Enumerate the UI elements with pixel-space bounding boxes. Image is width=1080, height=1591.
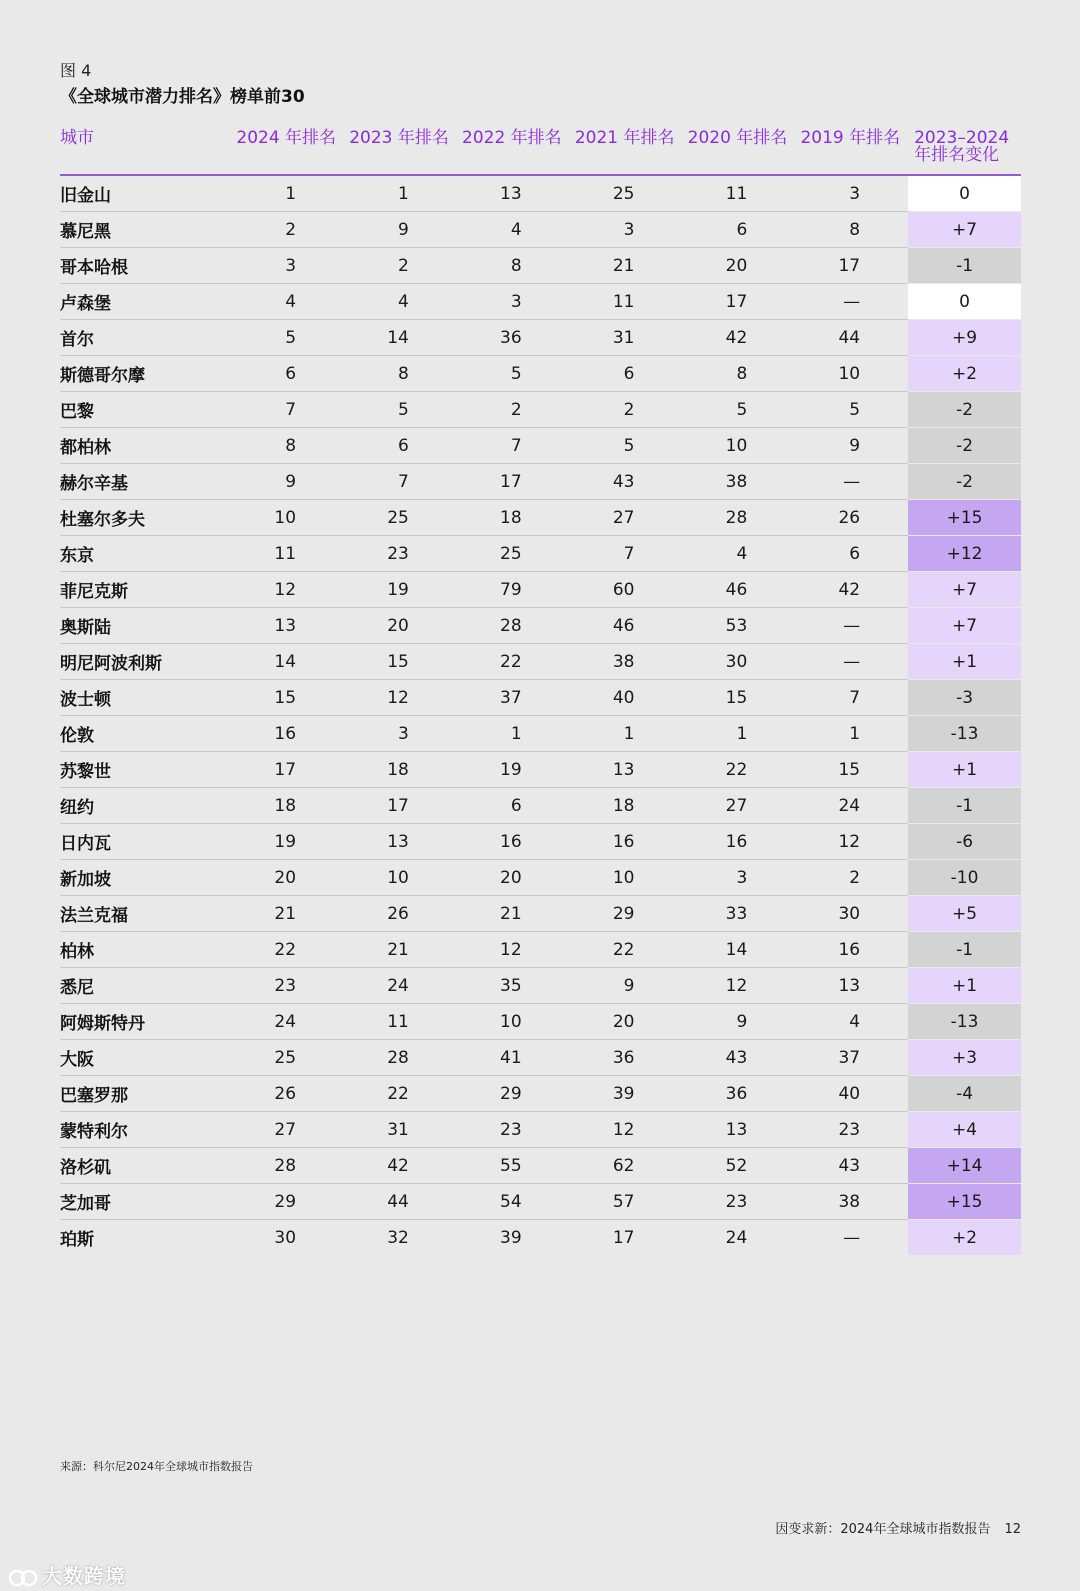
table-row — [60, 572, 1021, 608]
rank-value: 4 — [795, 1004, 908, 1040]
rank-value: 11 — [682, 175, 795, 212]
rank-value: 19 — [231, 824, 344, 860]
rank-value: — — [795, 464, 908, 500]
rank-value: 12 — [570, 1112, 683, 1148]
rank-value: 62 — [570, 1148, 683, 1184]
rank-value: 18 — [457, 500, 570, 536]
page-number: 12 — [1004, 1522, 1021, 1537]
rank-change: +4 — [908, 1112, 1021, 1148]
rank-value: 1 — [344, 175, 457, 212]
rank-value: 4 — [682, 536, 795, 572]
rank-value: 3 — [231, 248, 344, 284]
table-row — [60, 1076, 1021, 1112]
header-2023: 2023 年排名 — [344, 130, 457, 175]
rank-value: 5 — [231, 320, 344, 356]
rank-value: 5 — [570, 428, 683, 464]
rank-value: 13 — [682, 1112, 795, 1148]
watermark-logo-icon — [8, 1568, 38, 1588]
city-name: 伦敦 — [60, 716, 231, 752]
rank-value: 27 — [682, 788, 795, 824]
table-row — [60, 284, 1021, 320]
city-name: 东京 — [60, 536, 231, 572]
city-name: 明尼阿波利斯 — [60, 644, 231, 680]
rank-value: 31 — [570, 320, 683, 356]
table-row — [60, 500, 1021, 536]
rank-value: 2 — [457, 392, 570, 428]
rank-value: 17 — [457, 464, 570, 500]
rank-value: 8 — [682, 356, 795, 392]
rank-value: 7 — [457, 428, 570, 464]
rank-value: 3 — [457, 284, 570, 320]
rank-value: 79 — [457, 572, 570, 608]
city-name: 法兰克福 — [60, 896, 231, 932]
city-name: 巴黎 — [60, 392, 231, 428]
rank-value: 21 — [570, 248, 683, 284]
table-row — [60, 788, 1021, 824]
rank-value: 22 — [344, 1076, 457, 1112]
city-name: 巴塞罗那 — [60, 1076, 231, 1112]
rank-value: 20 — [457, 860, 570, 896]
rank-value: 2 — [231, 212, 344, 248]
rank-value: 11 — [570, 284, 683, 320]
rank-value: 25 — [231, 1040, 344, 1076]
table-row — [60, 175, 1021, 212]
rank-value: 9 — [795, 428, 908, 464]
rank-value: 17 — [612, 1227, 635, 1248]
rank-value: 1 — [682, 716, 795, 752]
rank-value: 11 — [344, 1004, 457, 1040]
rank-value: 3 — [682, 860, 795, 896]
rank-value: 16 — [682, 824, 795, 860]
rank-value: 43 — [795, 1148, 908, 1184]
rank-change: -2 — [908, 428, 1021, 464]
rank-value: 21 — [457, 896, 570, 932]
rank-change: +1 — [908, 968, 1021, 1004]
rank-value: 55 — [457, 1148, 570, 1184]
table-row — [60, 752, 1021, 788]
city-name: 苏黎世 — [60, 752, 231, 788]
rank-change: +5 — [908, 896, 1021, 932]
rank-value: 5 — [795, 392, 908, 428]
rank-change: -4 — [908, 1076, 1021, 1112]
rank-value: 24 — [725, 1227, 748, 1248]
rank-value: 25 — [457, 536, 570, 572]
table-row — [60, 536, 1021, 572]
rank-value: 30 — [795, 896, 908, 932]
rank-value: 20 — [344, 608, 457, 644]
rank-value: 10 — [457, 1004, 570, 1040]
rank-value: 40 — [570, 680, 683, 716]
city-name: 日内瓦 — [60, 824, 231, 860]
rank-value: 6 — [457, 788, 570, 824]
table-row — [60, 320, 1021, 356]
rank-value: 22 — [682, 752, 795, 788]
rank-value: 4 — [231, 284, 344, 320]
rank-change: -6 — [908, 824, 1021, 860]
header-2021: 2021 年排名 — [570, 130, 683, 175]
watermark-text: 大数跨境 — [42, 1564, 126, 1588]
rank-value: 9 — [682, 1004, 795, 1040]
table-row — [60, 1184, 1021, 1220]
rank-value: 1 — [570, 716, 683, 752]
rank-value: 13 — [570, 752, 683, 788]
rank-value: 44 — [795, 320, 908, 356]
table-row — [60, 428, 1021, 464]
table-row — [60, 608, 1021, 644]
rank-value: 7 — [231, 392, 344, 428]
rank-value: 13 — [231, 608, 344, 644]
rank-change: -13 — [908, 1004, 1021, 1040]
rank-value: 38 — [795, 1184, 908, 1220]
rank-value: 12 — [457, 932, 570, 968]
rank-value: 16 — [570, 824, 683, 860]
rank-value: 12 — [231, 572, 344, 608]
rank-value: 10 — [570, 860, 683, 896]
rank-value: 5 — [457, 356, 570, 392]
city-name: 阿姆斯特丹 — [60, 1004, 231, 1040]
rank-value: 39 — [570, 1076, 683, 1112]
rank-value: 14 — [682, 932, 795, 968]
rank-value: 23 — [795, 1112, 908, 1148]
rank-value: 31 — [344, 1112, 457, 1148]
rank-change: +15 — [908, 500, 1021, 536]
rank-value: 23 — [231, 968, 344, 1004]
rank-value: 15 — [344, 644, 457, 680]
rank-value: 46 — [570, 608, 683, 644]
table-row — [60, 464, 1021, 500]
rank-value: 25 — [344, 500, 457, 536]
table-row — [60, 212, 1021, 248]
table-row — [60, 896, 1021, 932]
rank-change: +1 — [908, 644, 1021, 680]
rank-value: 10 — [231, 500, 344, 536]
table-row — [60, 680, 1021, 716]
city-name: 珀斯 — [60, 1230, 94, 1250]
rank-value: 52 — [682, 1148, 795, 1184]
table-row — [60, 968, 1021, 1004]
rank-value: 21 — [231, 896, 344, 932]
rank-value: 30 — [682, 644, 795, 680]
rank-value: 37 — [795, 1040, 908, 1076]
rank-change: +7 — [908, 608, 1021, 644]
rank-value: 23 — [457, 1112, 570, 1148]
table-row — [60, 932, 1021, 968]
rank-value: 10 — [682, 428, 795, 464]
city-name: 洛杉矶 — [60, 1148, 231, 1184]
rank-change: 0 — [908, 284, 1021, 320]
header-change: 2023–2024年排名变化 — [908, 130, 1021, 175]
page-footer — [775, 1518, 1021, 1537]
rank-value: 42 — [795, 572, 908, 608]
header-2022: 2022 年排名 — [457, 130, 570, 175]
rank-value: 26 — [795, 500, 908, 536]
rank-value: 3 — [795, 175, 908, 212]
rank-change: -2 — [908, 392, 1021, 428]
rank-value: 20 — [570, 1004, 683, 1040]
rank-value: 43 — [570, 464, 683, 500]
rank-value: 24 — [795, 788, 908, 824]
rank-value: 43 — [682, 1040, 795, 1076]
rank-value: 17 — [344, 788, 457, 824]
rank-value: 38 — [682, 464, 795, 500]
rank-value: 6 — [682, 212, 795, 248]
rank-value: 35 — [457, 968, 570, 1004]
rank-value: 13 — [344, 824, 457, 860]
rank-change: +1 — [908, 752, 1021, 788]
rank-value: 6 — [231, 356, 344, 392]
table-row — [60, 1112, 1021, 1148]
rank-value: 57 — [570, 1184, 683, 1220]
rank-change: +15 — [908, 1184, 1021, 1220]
rank-value: 13 — [795, 968, 908, 1004]
rank-value: 4 — [457, 212, 570, 248]
city-name: 奥斯陆 — [60, 608, 231, 644]
rank-change: +12 — [908, 536, 1021, 572]
rank-change: -2 — [908, 464, 1021, 500]
rank-change: -1 — [908, 248, 1021, 284]
rank-value: 24 — [231, 1004, 344, 1040]
ranking-table — [60, 130, 1021, 1255]
rank-value: 37 — [457, 680, 570, 716]
rank-value: 17 — [682, 284, 795, 320]
rank-change: -1 — [908, 932, 1021, 968]
rank-value: 40 — [795, 1076, 908, 1112]
rank-value: 5 — [344, 392, 457, 428]
rank-value: 38 — [570, 644, 683, 680]
rank-value: 26 — [344, 896, 457, 932]
rank-value: 4 — [344, 284, 457, 320]
figure-title: 《全球城市潜力排名》榜单前30 — [60, 87, 305, 107]
city-name: 都柏林 — [60, 428, 231, 464]
rank-value: 36 — [457, 320, 570, 356]
rank-value: 30 — [274, 1227, 297, 1248]
rank-value: 36 — [682, 1076, 795, 1112]
header-city: 城市 — [60, 130, 231, 175]
rank-value: 10 — [795, 356, 908, 392]
rank-value: 41 — [457, 1040, 570, 1076]
rank-value: — — [843, 1227, 861, 1248]
rank-value: 54 — [457, 1184, 570, 1220]
table-row — [60, 356, 1021, 392]
rank-value: 33 — [682, 896, 795, 932]
rank-change: +2 — [908, 356, 1021, 392]
rank-value: 9 — [344, 212, 457, 248]
table-row — [60, 860, 1021, 896]
table-row — [60, 716, 1021, 752]
rank-value: 7 — [570, 536, 683, 572]
rank-value: — — [795, 284, 908, 320]
rank-change: +2 — [908, 1220, 1021, 1256]
city-name: 波士顿 — [60, 680, 231, 716]
rank-value: 8 — [231, 428, 344, 464]
rank-value: 20 — [231, 860, 344, 896]
rank-change: +3 — [908, 1040, 1021, 1076]
table-row — [60, 824, 1021, 860]
rank-value: 22 — [231, 932, 344, 968]
rank-change: +7 — [908, 572, 1021, 608]
rank-value: 2 — [344, 248, 457, 284]
rank-value: 28 — [344, 1040, 457, 1076]
rank-value: 15 — [682, 680, 795, 716]
rank-value: 10 — [344, 860, 457, 896]
rank-value: 6 — [570, 356, 683, 392]
rank-value: 1 — [457, 716, 570, 752]
city-name: 慕尼黑 — [60, 212, 231, 248]
city-name: 首尔 — [60, 320, 231, 356]
city-name: 卢森堡 — [60, 284, 231, 320]
rank-value: 15 — [231, 680, 344, 716]
rank-value: 24 — [344, 968, 457, 1004]
table-row — [60, 392, 1021, 428]
rank-value: 11 — [231, 536, 344, 572]
rank-value: 18 — [344, 752, 457, 788]
footer-report-title: 因变求新：2024年全球城市指数报告 — [775, 1522, 991, 1537]
rank-value: 7 — [795, 680, 908, 716]
city-name: 斯德哥尔摩 — [60, 356, 231, 392]
rank-value: 1 — [231, 175, 344, 212]
table-header-row — [60, 130, 1021, 175]
rank-value: 7 — [344, 464, 457, 500]
city-name: 纽约 — [60, 788, 231, 824]
rank-value: 23 — [682, 1184, 795, 1220]
source-footnote: 来源：科尔尼2024年全球城市指数报告 — [60, 1460, 253, 1473]
rank-value: 29 — [231, 1184, 344, 1220]
rank-change: 0 — [908, 175, 1021, 212]
rank-value: 28 — [682, 500, 795, 536]
rank-value: 28 — [231, 1148, 344, 1184]
rank-value: 23 — [344, 536, 457, 572]
rank-value: 6 — [344, 428, 457, 464]
city-name: 赫尔辛基 — [60, 464, 231, 500]
rank-value: 26 — [231, 1076, 344, 1112]
rank-value: 1 — [795, 716, 908, 752]
rank-value: 8 — [457, 248, 570, 284]
rank-value: 6 — [795, 536, 908, 572]
rank-change: +7 — [908, 212, 1021, 248]
table-row — [60, 1040, 1021, 1076]
rank-value: 3 — [344, 716, 457, 752]
rank-value: 46 — [682, 572, 795, 608]
rank-value: 25 — [570, 175, 683, 212]
rank-value: 13 — [457, 175, 570, 212]
rank-value: — — [795, 608, 908, 644]
city-name: 菲尼克斯 — [60, 572, 231, 608]
rank-value: 36 — [570, 1040, 683, 1076]
rank-value: — — [795, 644, 908, 680]
city-name: 大阪 — [60, 1040, 231, 1076]
table-row — [60, 1004, 1021, 1040]
rank-value: 42 — [682, 320, 795, 356]
rank-value: 19 — [457, 752, 570, 788]
rank-change: -10 — [908, 860, 1021, 896]
rank-value: 2 — [795, 860, 908, 896]
rank-change: -3 — [908, 680, 1021, 716]
rank-change: -13 — [908, 716, 1021, 752]
city-name: 哥本哈根 — [60, 248, 231, 284]
rank-value: 60 — [570, 572, 683, 608]
rank-change: -1 — [908, 788, 1021, 824]
rank-change: +14 — [908, 1148, 1021, 1184]
rank-value: 18 — [570, 788, 683, 824]
table-body — [60, 175, 1021, 1255]
city-name: 芝加哥 — [60, 1184, 231, 1220]
rank-value: 18 — [231, 788, 344, 824]
rank-value: 27 — [570, 500, 683, 536]
rank-value: 16 — [457, 824, 570, 860]
rank-value: 16 — [231, 716, 344, 752]
rank-value: 19 — [344, 572, 457, 608]
rank-value: 12 — [795, 824, 908, 860]
rank-value: 32 — [387, 1227, 409, 1248]
rank-value: 29 — [570, 896, 683, 932]
city-name: 柏林 — [60, 932, 231, 968]
rank-value: 5 — [682, 392, 795, 428]
rank-value: 17 — [231, 752, 344, 788]
header-2024: 2024 年排名 — [231, 130, 344, 175]
rank-value: 22 — [570, 932, 683, 968]
city-name: 杜塞尔多夫 — [60, 500, 231, 536]
rank-value: 44 — [344, 1184, 457, 1220]
city-name: 旧金山 — [60, 175, 231, 212]
header-2019: 2019 年排名 — [795, 130, 908, 175]
rank-value: 14 — [344, 320, 457, 356]
rank-value: 39 — [500, 1227, 522, 1248]
table-row — [60, 1220, 1021, 1256]
rank-value: 42 — [344, 1148, 457, 1184]
rank-value: 17 — [795, 248, 908, 284]
rank-value: 8 — [344, 356, 457, 392]
rank-value: 9 — [231, 464, 344, 500]
rank-value: 9 — [570, 968, 683, 1004]
table-row — [60, 248, 1021, 284]
table-row — [60, 1148, 1021, 1184]
rank-value: 15 — [795, 752, 908, 788]
rank-value: 3 — [570, 212, 683, 248]
header-2020: 2020 年排名 — [682, 130, 795, 175]
rank-value: 29 — [457, 1076, 570, 1112]
rank-value: 21 — [344, 932, 457, 968]
rank-value: 53 — [682, 608, 795, 644]
rank-value: 16 — [795, 932, 908, 968]
rank-value: 12 — [344, 680, 457, 716]
figure-label: 图 4 — [60, 61, 92, 80]
rank-value: 8 — [795, 212, 908, 248]
watermark — [8, 1560, 126, 1589]
city-name: 蒙特利尔 — [60, 1112, 231, 1148]
rank-value: 2 — [570, 392, 683, 428]
rank-change: +9 — [908, 320, 1021, 356]
rank-value: 20 — [682, 248, 795, 284]
rank-value: 27 — [231, 1112, 344, 1148]
rank-value: 14 — [231, 644, 344, 680]
city-name: 新加坡 — [60, 860, 231, 896]
rank-value: 12 — [682, 968, 795, 1004]
rank-value: 28 — [457, 608, 570, 644]
rank-value: 22 — [457, 644, 570, 680]
table-row — [60, 644, 1021, 680]
city-name: 悉尼 — [60, 968, 231, 1004]
